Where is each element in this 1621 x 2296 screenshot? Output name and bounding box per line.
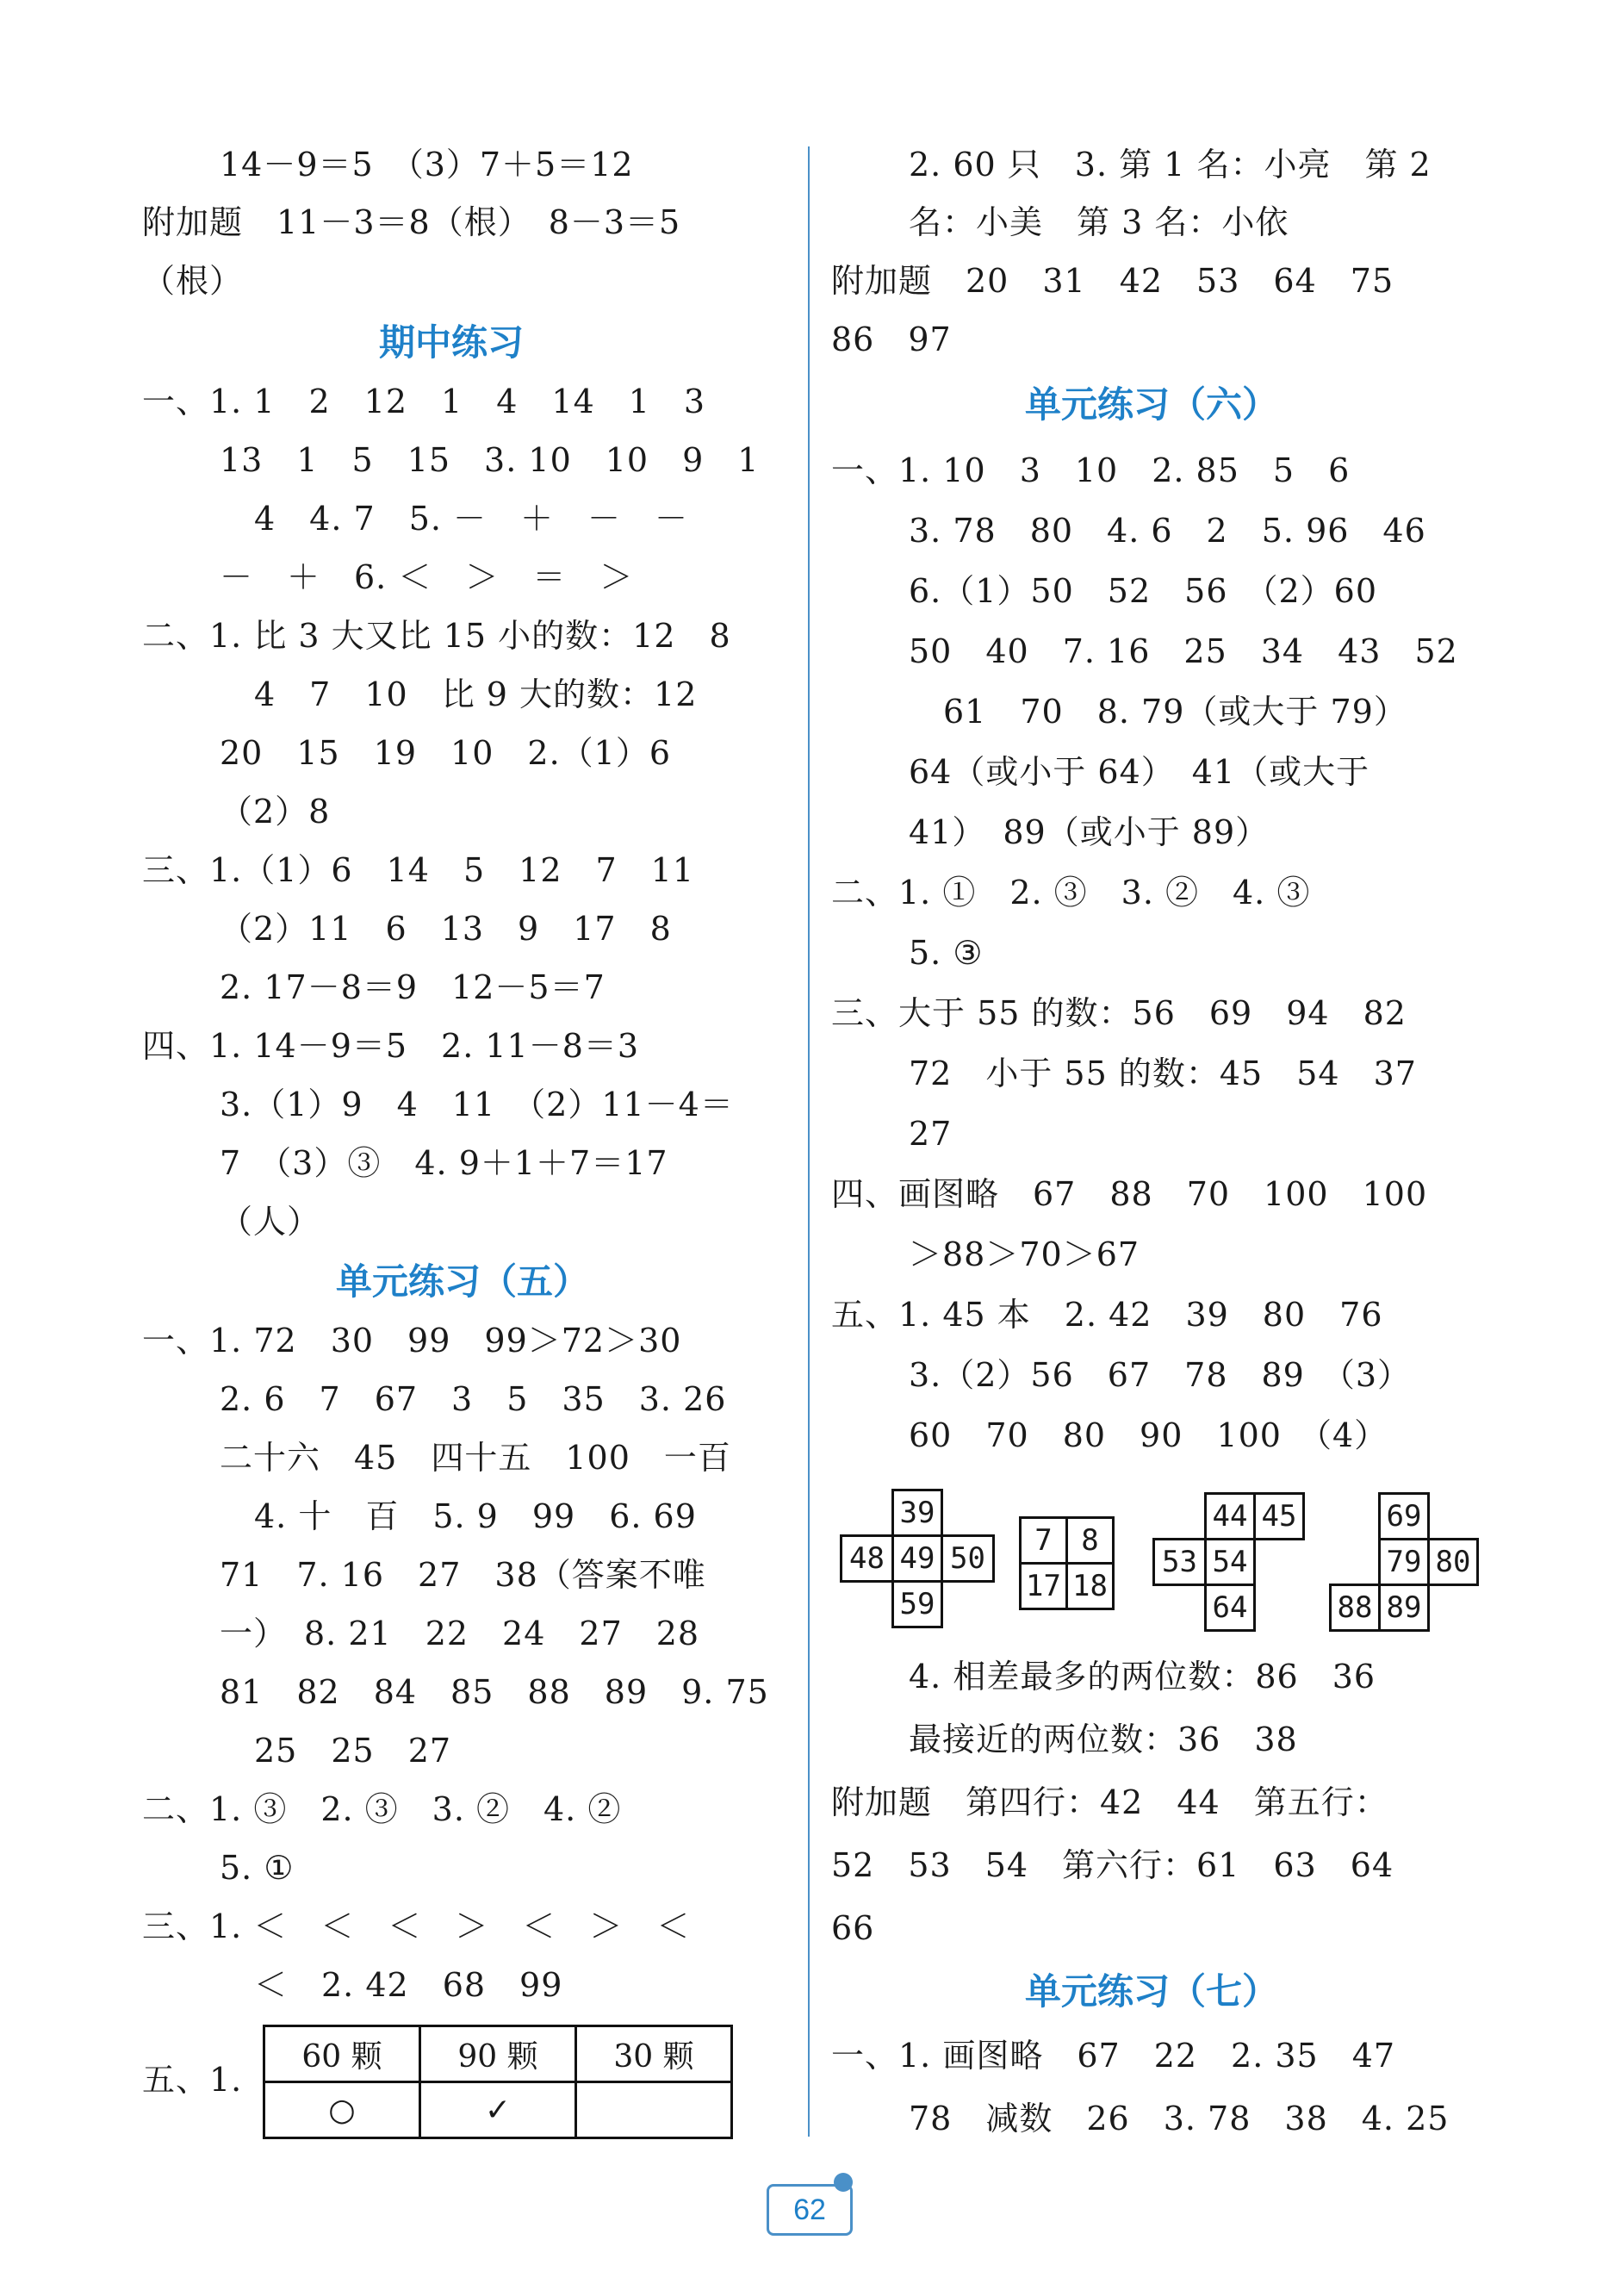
- answer-line: （2）11 6 13 9 17 8: [220, 910, 672, 948]
- answer-line: 附加题 20 31 42 53 64 75: [831, 262, 1394, 300]
- answer-line: 2. 60 只 3. 第 1 名：小亮 第 2: [909, 146, 1432, 184]
- number-grid-zigzag: [1326, 1492, 1481, 1639]
- answer-line: 3. 78 80 4. 6 2 5. 96 46: [909, 512, 1426, 550]
- answer-line: 一、1. 72 30 99 99＞72＞30: [142, 1322, 682, 1360]
- answer-line: 3.（2）56 67 78 89 （3）: [909, 1356, 1412, 1394]
- answer-line: 二、1. 比 3 大又比 15 小的数：12 8: [142, 617, 731, 655]
- answer-line: 61 70 8. 79（或大于 79）: [943, 693, 1407, 731]
- grid-cell: 53: [1152, 1538, 1207, 1586]
- answer-line: 附加题 第四行：42 44 第五行：: [831, 1783, 1388, 1821]
- grid-cell: 39: [891, 1489, 943, 1537]
- answer-line: － ＋ 6. ＜ ＞ ＝ ＞: [220, 558, 634, 596]
- answer-line: 5. ③: [909, 934, 984, 972]
- answer-line: 4. 相差最多的两位数：86 36: [909, 1658, 1376, 1696]
- answer-line: 50 40 7. 16 25 34 43 52: [909, 632, 1458, 670]
- grid-cell: 44: [1204, 1492, 1256, 1540]
- grid-cell: 18: [1065, 1562, 1115, 1610]
- answer-line: 二十六 45 四十五 100 一百: [220, 1439, 731, 1477]
- answer-line: 2. 17－8＝9 12－5＝7: [220, 968, 606, 1006]
- answer-line: 二、1. ③ 2. ③ 3. ② 4. ②: [142, 1790, 622, 1828]
- grid-cell: 8: [1065, 1516, 1115, 1565]
- answer-line: 71 7. 16 27 38（答案不唯: [220, 1556, 706, 1594]
- section-heading: 单元练习（六）: [1025, 383, 1279, 426]
- column-divider: [808, 146, 810, 2137]
- grid-cell: 59: [891, 1580, 943, 1628]
- grid-cell: 79: [1378, 1538, 1430, 1586]
- grid-cell: 69: [1378, 1492, 1430, 1540]
- answer-line: 4 7 10 比 9 大的数：12: [254, 675, 698, 713]
- answer-line: 五、1.: [142, 2061, 243, 2099]
- answer-line: 三、大于 55 的数：56 69 94 82: [831, 994, 1407, 1032]
- answer-line: 最接近的两位数：36 38: [909, 1720, 1298, 1758]
- answer-line: 41） 89（或小于 89）: [909, 813, 1270, 851]
- number-grid-cross: [840, 1489, 995, 1635]
- answer-line: 三、1.（1）6 14 5 12 7 11: [142, 851, 695, 889]
- grid-cell: 88: [1329, 1584, 1381, 1632]
- answer-line: 四、1. 14－9＝5 2. 11－8＝3: [142, 1027, 640, 1065]
- grid-cell: 50: [941, 1534, 995, 1583]
- grid-cell: 54: [1204, 1538, 1256, 1586]
- answer-line: 60 70 80 90 100 （4）: [909, 1416, 1388, 1454]
- table-header: 60 颗: [264, 2026, 420, 2082]
- answer-line: 一、1. 10 3 10 2. 85 5 6: [831, 451, 1351, 489]
- section-heading: 期中练习: [379, 321, 525, 364]
- answer-line: 20 15 19 10 2.（1）6: [220, 734, 672, 772]
- answer-line: （根）: [142, 262, 244, 300]
- answer-line: 4. 十 百 5. 9 99 6. 69: [254, 1497, 697, 1535]
- answer-line: ＜ 2. 42 68 99: [254, 1966, 563, 2004]
- grid-cell: 64: [1204, 1584, 1256, 1632]
- answer-line: 78 减数 26 3. 78 38 4. 25: [909, 2100, 1450, 2137]
- answer-line: 五、1. 45 本 2. 42 39 80 76: [831, 1296, 1383, 1334]
- page-number-dot: [834, 2173, 853, 2192]
- grid-cell: 49: [891, 1534, 943, 1583]
- answer-line: 附加题 11－3＝8（根） 8－3＝5: [142, 203, 681, 241]
- table-cell: ✓: [420, 2082, 576, 2138]
- grid-cell: 45: [1253, 1492, 1305, 1540]
- answer-line: 5. ①: [220, 1849, 295, 1887]
- answer-line: ＞88＞70＞67: [909, 1235, 1140, 1273]
- answer-line: 64（或小于 64） 41（或大于: [909, 753, 1370, 791]
- number-grid-step: [1152, 1492, 1307, 1639]
- answer-line: 27: [909, 1115, 953, 1153]
- answer-line: 2. 6 7 67 3 5 35 3. 26: [220, 1380, 727, 1418]
- table-cell: ○: [264, 2082, 420, 2138]
- answer-line: 72 小于 55 的数：45 54 37: [909, 1055, 1417, 1092]
- answer-line: 25 25 27: [254, 1732, 452, 1770]
- grid-cell: 17: [1019, 1562, 1068, 1610]
- table-header: 90 颗: [420, 2026, 576, 2082]
- grid-cell: 48: [840, 1534, 894, 1583]
- comparison-table: [263, 2025, 733, 2139]
- answer-line: 3.（1）9 4 11 （2）11－4＝: [220, 1086, 734, 1123]
- answer-line: 一、1. 1 2 12 1 4 14 1 3: [142, 383, 706, 420]
- section-heading: 单元练习（五）: [336, 1260, 590, 1303]
- answer-line: 13 1 5 15 3. 10 10 9 1: [220, 441, 760, 479]
- answer-line: 名：小美 第 3 名：小依: [909, 203, 1289, 241]
- answer-line: （2）8: [220, 793, 331, 831]
- grid-cell: 89: [1378, 1584, 1430, 1632]
- answer-line: 86 97: [831, 320, 952, 358]
- answer-line: 14－9＝5 （3）7＋5＝12: [220, 146, 634, 184]
- table-header: 30 颗: [576, 2026, 732, 2082]
- number-grid-square: [1019, 1516, 1117, 1611]
- answer-line: 四、画图略 67 88 70 100 100: [831, 1175, 1428, 1213]
- section-heading: 单元练习（七）: [1025, 1970, 1279, 2013]
- answer-line: 4 4. 7 5. － ＋ － －: [254, 500, 689, 538]
- answer-line: 三、1. ＜ ＜ ＜ ＞ ＜ ＞ ＜: [142, 1907, 691, 1945]
- page-number: 62: [767, 2184, 853, 2236]
- answer-line: 二、1. ① 2. ③ 3. ② 4. ③: [831, 874, 1311, 912]
- answer-line: 一、1. 画图略 67 22 2. 35 47: [831, 2037, 1396, 2075]
- answer-line: 7 （3）③ 4. 9＋1＋7＝17: [220, 1144, 668, 1182]
- answer-line: 66: [831, 1909, 875, 1947]
- answer-line: 52 53 54 第六行：61 63 64: [831, 1846, 1394, 1884]
- answer-line: 81 82 84 85 88 89 9. 75: [220, 1673, 769, 1711]
- table-cell: [576, 2082, 732, 2138]
- answer-line: （人）: [220, 1203, 321, 1241]
- grid-cell: 80: [1427, 1538, 1479, 1586]
- grid-cell: 7: [1019, 1516, 1068, 1565]
- answer-line: 一） 8. 21 22 24 27 28: [220, 1615, 700, 1652]
- answer-line: 6.（1）50 52 56 （2）60: [909, 572, 1378, 610]
